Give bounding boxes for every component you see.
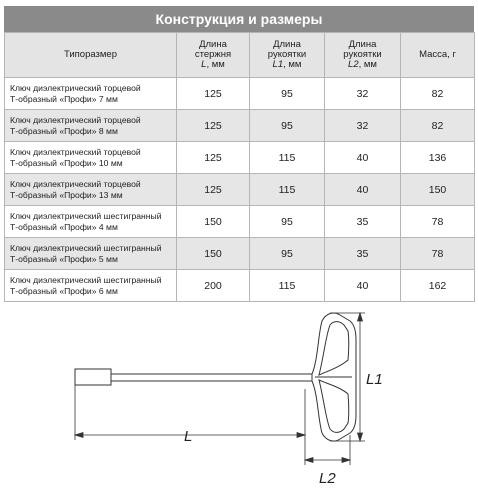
cell-rod: 125	[177, 110, 250, 142]
table-row	[5, 174, 475, 206]
table-title: Конструкция и размеры	[4, 6, 474, 32]
cell-name: Ключ диэлектрический шестигранный Т-образный «Профи» 4 мм	[5, 206, 177, 238]
header-handle-length-l1: Длина рукоятки L1, мм	[250, 33, 325, 78]
cell-mass: 82	[401, 78, 475, 110]
table-row	[5, 110, 475, 142]
cell-mass: 136	[401, 142, 475, 174]
dim-l2-arrow-left	[305, 458, 313, 463]
cell-handle2: 40	[325, 174, 401, 206]
cell-mass: 78	[401, 238, 475, 270]
dim-l1-arrow-bottom	[358, 433, 363, 441]
cell-mass: 150	[401, 174, 475, 206]
table-row	[5, 238, 475, 270]
cell-handle1: 95	[250, 238, 325, 270]
cell-rod: 150	[177, 238, 250, 270]
cell-mass: 78	[401, 206, 475, 238]
cell-handle1: 115	[250, 270, 325, 302]
dim-label-l: L	[184, 428, 193, 445]
header-rod-length: Длина стержня L, мм	[177, 33, 250, 78]
dim-l2-arrow-right	[342, 458, 350, 463]
cell-name: Ключ диэлектрический торцевой Т-образный «Профи» 8 мм	[5, 110, 177, 142]
cell-rod: 200	[177, 270, 250, 302]
header-mass: Масса, г	[401, 33, 475, 78]
dim-l-arrow-left	[75, 433, 83, 438]
table-row	[5, 78, 475, 110]
header-type: Типоразмер	[5, 33, 177, 78]
cell-handle1: 95	[250, 206, 325, 238]
cell-handle2: 40	[325, 270, 401, 302]
table-row	[5, 206, 475, 238]
cell-mass: 82	[401, 110, 475, 142]
wrench-drawing	[0, 305, 478, 489]
cell-name: Ключ диэлектрический шестигранный Т-образный «Профи» 6 мм	[5, 270, 177, 302]
table-header-row	[5, 33, 475, 78]
dim-l-arrow-right	[297, 433, 305, 438]
dim-l1-arrow-top	[358, 313, 363, 321]
cell-handle2: 35	[325, 206, 401, 238]
header-handle-length-l2: Длина рукоятки L2, мм	[325, 33, 401, 78]
cell-handle2: 32	[325, 78, 401, 110]
cell-rod: 125	[177, 174, 250, 206]
table-row	[5, 270, 475, 302]
socket-head	[75, 369, 111, 385]
cell-handle1: 115	[250, 142, 325, 174]
cell-name: Ключ диэлектрический шестигранный Т-образный «Профи» 5 мм	[5, 238, 177, 270]
dim-label-l1: L1	[366, 371, 383, 388]
cell-name: Ключ диэлектрический торцевой Т-образный «Профи» 7 мм	[5, 78, 177, 110]
spec-table	[4, 32, 475, 302]
cell-handle2: 40	[325, 142, 401, 174]
cell-name: Ключ диэлектрический торцевой Т-образный «Профи» 13 мм	[5, 174, 177, 206]
cell-handle2: 32	[325, 110, 401, 142]
dim-label-l2: L2	[319, 470, 336, 487]
cell-rod: 150	[177, 206, 250, 238]
cell-handle1: 95	[250, 110, 325, 142]
cell-name: Ключ диэлектрический торцевой Т-образный «Профи» 10 мм	[5, 142, 177, 174]
cell-rod: 125	[177, 142, 250, 174]
cell-handle2: 35	[325, 238, 401, 270]
cell-handle1: 95	[250, 78, 325, 110]
cell-rod: 125	[177, 78, 250, 110]
cell-handle1: 115	[250, 174, 325, 206]
table-row	[5, 142, 475, 174]
cell-mass: 162	[401, 270, 475, 302]
